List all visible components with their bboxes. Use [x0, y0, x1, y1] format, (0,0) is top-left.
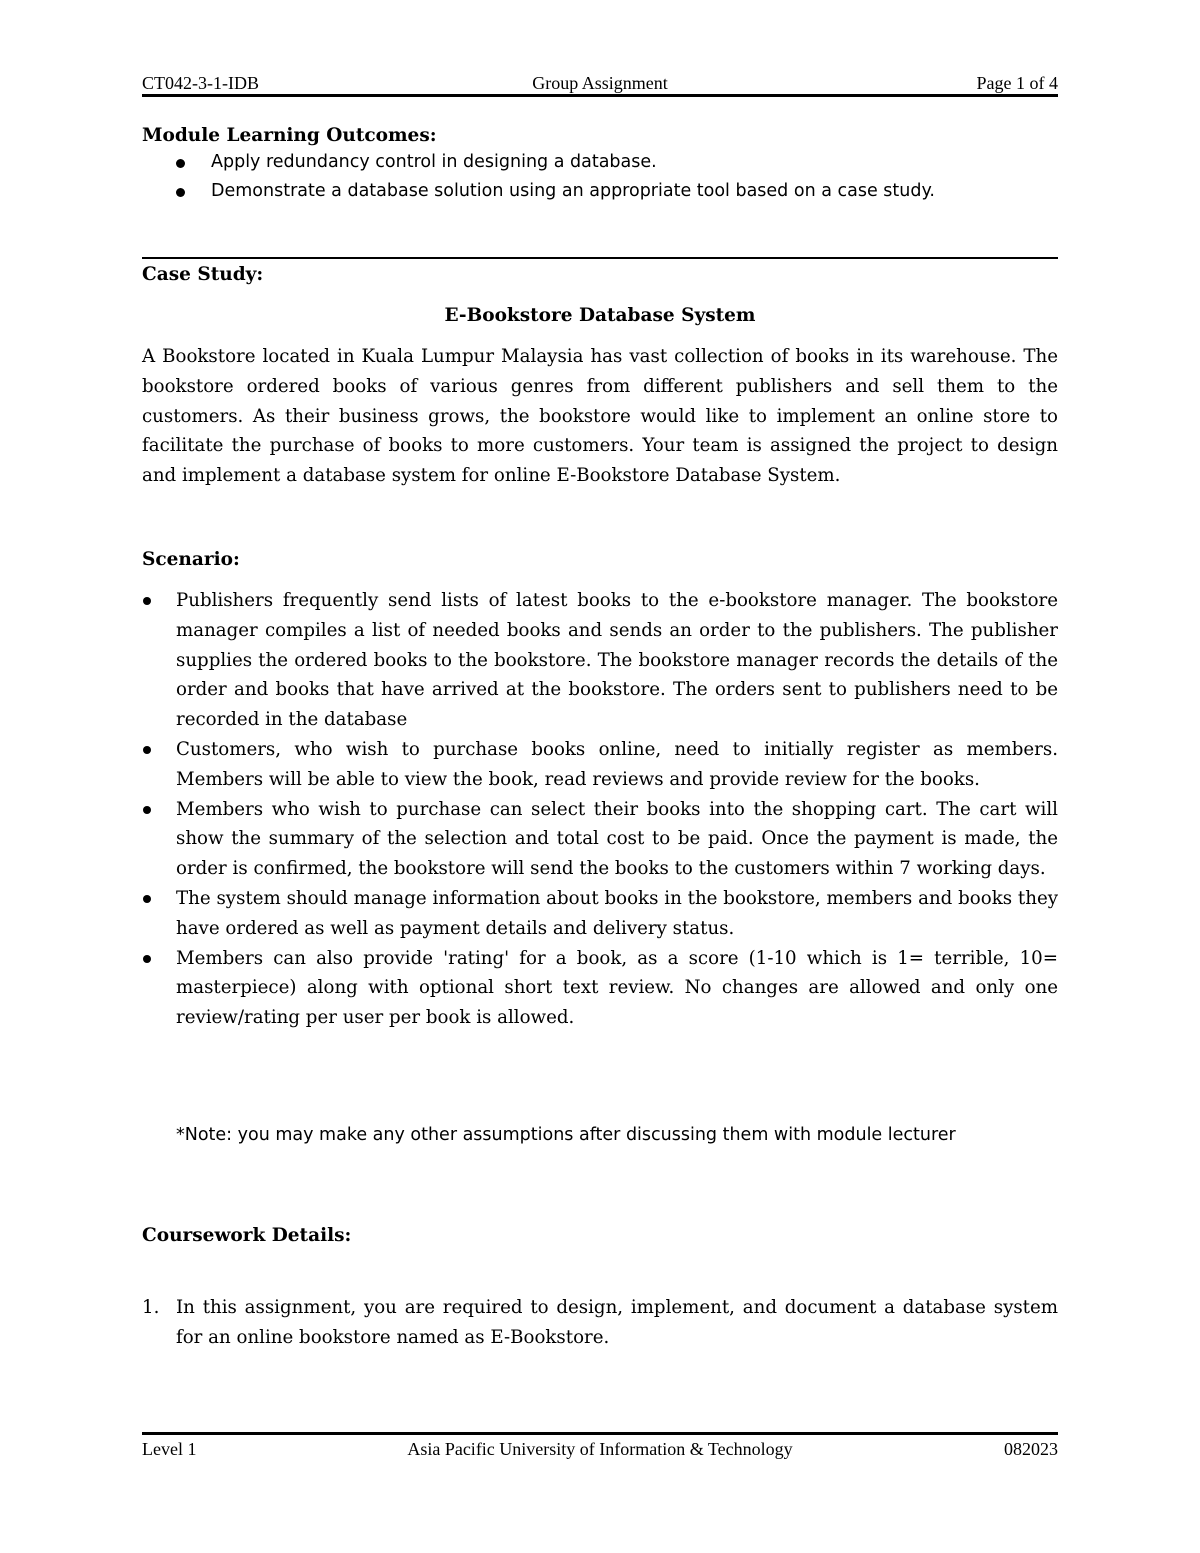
- case-study-paragraph: A Bookstore located in Kuala Lumpur Malaysia has vast collection of books in its warehouse. The bookstore ordered books of various genres from different publishers and sell them to the customers. As their business grows, the bookstore would like to implement an online store to facilitate the purchase of books to more customers. Your team is assigned the project to design and implement a database system for online E-Bookstore Database System.: [142, 346, 1058, 487]
- mlo-item-text: Apply redundancy control in designing a database.: [211, 152, 657, 172]
- list-item: [142, 944, 1058, 1033]
- coursework-item-text: In this assignment, you are required to design, implement, and document a database system for an online bookstore named as E-Bookstore.: [176, 1297, 1058, 1348]
- page-footer: [142, 1436, 1058, 1462]
- bullet-icon: [143, 895, 151, 903]
- assumption-note: *Note: you may make any other assumptions after discussing them with module lecturer: [176, 1125, 956, 1145]
- bullet-icon: [143, 955, 151, 963]
- mlo-heading: Module Learning Outcomes:: [142, 125, 437, 146]
- scenario-item-text: Publishers frequently send lists of latest books to the e-bookstore manager. The bookstore manager compiles a list of needed books and sends an order to the publishers. The publisher supplies the ordered books to the bookstore. The bookstore manager records the details of the order and books that have arrived at the bookstore. The orders sent to publishers need to be recorded in the database: [176, 590, 1058, 731]
- footer-level: Level 1: [142, 1439, 197, 1459]
- scenario-item-text: The system should manage information about books in the bookstore, members and books they have ordered as well as payment details and delivery status.: [176, 887, 1058, 939]
- header-title: Group Assignment: [532, 73, 668, 93]
- page-header: [142, 70, 1058, 96]
- case-study-heading: Case Study:: [142, 264, 264, 285]
- bullet-icon: [143, 597, 151, 605]
- footer-divider: [142, 1432, 1058, 1435]
- header-page-number: Page 1 of 4: [976, 73, 1058, 93]
- header-module-code: CT042-3-1-IDB: [142, 73, 259, 93]
- scenario-list: [142, 586, 1058, 1033]
- bullet-icon: [176, 188, 185, 197]
- header-divider: [142, 94, 1058, 97]
- scenario-heading: Scenario:: [142, 549, 240, 570]
- section-divider: [142, 257, 1058, 259]
- bullet-icon: [176, 159, 185, 168]
- mlo-list: [142, 148, 1058, 206]
- list-item: [142, 1293, 1058, 1353]
- list-item: [142, 884, 1058, 944]
- list-item: [142, 735, 1058, 795]
- scenario-item-text: Members who wish to purchase can select their books into the shopping cart. The cart will show the summary of the selection and total cost to be paid. Once the payment is made, the order is confirmed, the bookstore will send the books to the customers within 7 working days.: [176, 798, 1058, 880]
- case-study-body: [142, 342, 1058, 491]
- coursework-heading: Coursework Details:: [142, 1225, 352, 1246]
- scenario-item-text: Customers, who wish to purchase books online, need to initially register as members. Members will be able to view the book, read reviews and provide review for the books.: [176, 738, 1058, 790]
- list-item: [142, 795, 1058, 884]
- footer-institution: Asia Pacific University of Information & Technology: [407, 1439, 793, 1459]
- footer-code: 082023: [1004, 1439, 1058, 1459]
- list-item: [142, 177, 1058, 206]
- case-study-title: E-Bookstore Database System: [444, 305, 756, 326]
- bullet-icon: [143, 746, 151, 754]
- list-item: [142, 148, 1058, 177]
- mlo-item-text: Demonstrate a database solution using an appropriate tool based on a case study.: [211, 181, 935, 201]
- coursework-list: [142, 1293, 1058, 1353]
- list-item: [142, 586, 1058, 735]
- scenario-item-text: Members can also provide 'rating' for a book, as a score (1-10 which is 1= terrible, 10= masterpiece) along with optional short text review. No changes are allowed and only one review/rating per user per book is allowed.: [176, 947, 1058, 1029]
- bullet-icon: [143, 806, 151, 814]
- list-item-number: 1.: [142, 1297, 160, 1318]
